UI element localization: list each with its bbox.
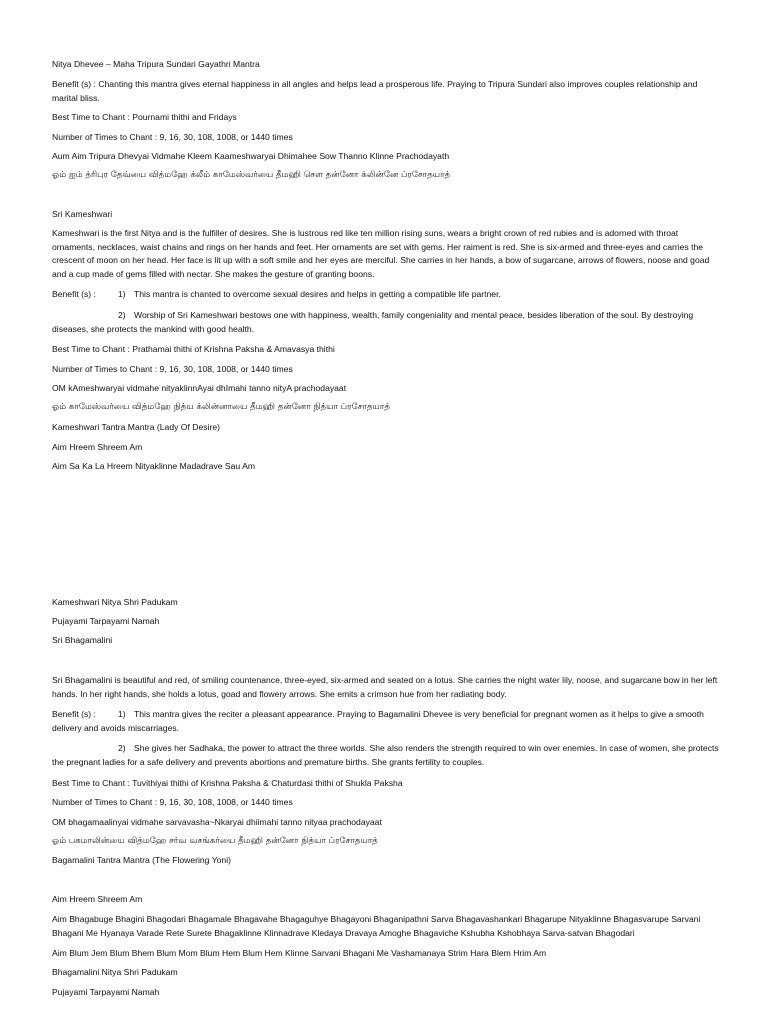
chant-count-line: Number of Times to Chant : 9, 16, 30, 108, 1008, or 1440 times: [52, 364, 293, 374]
benefit-item: [52, 742, 720, 769]
tamil-mantra-line: ஓம் ஐம் த்ரிபுர தேவ்யை வித்மஹே க்லீம் காமேஸ்வர்யை தீமஹி சௌ தன்னோ க்லின்னே ப்ரசோதயாத்: [52, 170, 451, 180]
tantra-mantra-line: Aim Sa Ka La Hreem Nityaklinne Madadrave Sau Am: [52, 461, 256, 471]
benefit-text: This mantra is chanted to overcome sexual desires and helps in getting a compatible life partner.: [134, 289, 501, 299]
list-number: 1): [118, 709, 126, 719]
pujayami-line: Pujayami Tarpayami Namah: [52, 987, 160, 997]
benefit-paragraph: Benefit (s) : Chanting this mantra gives eternal happiness in all angles and helps lead a prosperous life. Praying to Tripura Sundari also improves couples relationship and marital bliss.: [52, 79, 698, 103]
list-number: 2): [118, 310, 126, 320]
best-time-line: Best Time to Chant : Tuvithiyai thithi of Krishna Paksha & Chaturdasi thithi of Shukla Paksha: [52, 778, 403, 788]
tamil-mantra-line: ஓம் பகமாலின்யை வித்மஹே சர்வ வசங்கர்யை தீமஹி தன்னோ நித்யா ப்ரசோதயாத்: [52, 836, 378, 846]
pujayami-line: Pujayami Tarpayami Namah: [52, 616, 160, 626]
section-title: Nitya Dhevee – Maha Tripura Sundari Gayathri Mantra: [52, 59, 260, 69]
list-number: 2): [118, 743, 126, 753]
tantra-mantra-line: Aim Blum Jem Blum Bhem Blum Mom Blum Hem Blum Hem Klinne Sarvani Bhagani Me Vashamanaya Strim Hara Blem Hrim Am: [52, 948, 547, 958]
tantra-mantra-paragraph: Aim Bhagabuge Bhagini Bhagodari Bhagamale Bhagavahe Bhagaguhye Bhagayoni Bhaganipathni Sarva Bhagavashankari Bhagarupe Nityaklinne Bhagasvarupe Sarvani Bhagani Me Hyanaya Varade Rete Surete Bhagaklinne Klinnadrave Kledaya Dravaya Amoghe Bhagaviche Kshubha Kshobhaya Sarva-satvan Bhagodari: [52, 914, 701, 938]
benefit-label: Benefit (s) :: [52, 289, 96, 299]
tantra-mantra-line: Aim Hreem Shreem Am: [52, 442, 143, 452]
section-title: Sri Kameshwari: [52, 209, 113, 219]
tantra-mantra-line: Aim Hreem Shreem Am: [52, 894, 143, 904]
best-time-line: Best Time to Chant : Prathamai thithi of Krishna Paksha & Amavasya thithi: [52, 344, 335, 354]
description-paragraph: Kameshwari is the first Nitya and is the fulfiller of desires. She is lustrous red like ten million rising suns, wears a bright crown of red rubies and is adorned with throat ornaments, necklaces, waist chains and rings on her hands and feet. Her ornaments are set with gems. Her raiment is red. She is six-armed and three-eyes and carries the crescent of moon on her head. Her face is lit up with a soft smile and her eyes are merciful. She carries in her hands, a bow of sugarcane, arrows of flowers, noose and goad and a cup made of gems filled with nectar. She makes the gesture of granting boons.: [52, 228, 710, 279]
benefit-item: [52, 309, 720, 336]
benefit-item: [52, 288, 720, 302]
mantra-line: OM kAmeshwaryai vidmahe nityaklinnAyai dhImahi tanno nityA prachodayaat: [52, 383, 347, 393]
tantra-title: Kameshwari Tantra Mantra (Lady Of Desire): [52, 422, 220, 432]
benefit-label: Benefit (s) :: [52, 709, 96, 719]
list-number: 1): [118, 289, 126, 299]
chant-count-line: Number of Times to Chant : 9, 16, 30, 108, 1008, or 1440 times: [52, 132, 293, 142]
padukam-line: Kameshwari Nitya Shri Padukam: [52, 597, 178, 607]
mantra-line: Aum Aim Tripura Dhevyai Vidmahe Kleem Kaameshwaryai Dhimahee Sow Thanno Klinne Prachodayath: [52, 151, 450, 161]
mantra-line: OM bhagamaalinyai vidmahe sarvavasha~Nkaryai dhiimahi tanno nityaa prachodayaat: [52, 817, 382, 827]
tantra-title: Bagamalini Tantra Mantra (The Flowering Yoni): [52, 855, 231, 865]
description-paragraph: Sri Bhagamalini is beautiful and red, of smiling countenance, three-eyed, six-armed and seated on a lotus. She carries the night water lily, noose, and sugarcane bow in her left hands. In her right hands, she holds a lotus, goad and flowery arrows. She emits a crimson hue from her radiating body.: [52, 675, 718, 699]
best-time-line: Best Time to Chant : Pournami thithi and Fridays: [52, 112, 237, 122]
benefit-item: [52, 708, 720, 735]
chant-count-line: Number of Times to Chant : 9, 16, 30, 108, 1008, or 1440 times: [52, 797, 293, 807]
benefit-text: Worship of Sri Kameshwari bestows one with happiness, wealth, family congeniality and mental peace, besides liberation of the soul. By destroying diseases, she protects the mankind with good health.: [52, 310, 694, 334]
benefit-text: This mantra gives the reciter a pleasant appearance. Praying to Bagamalini Dhevee is very beneficial for pregnant women as it helps to give a smooth delivery and avoids miscarriages.: [52, 709, 704, 733]
tamil-mantra-line: ஓம் காமேஸ்வர்யை வித்மஹே நித்ய க்லின்னாயை தீமஹி தன்னோ நித்யா ப்ரசோதயாத்: [52, 402, 390, 412]
section-title: Sri Bhagamalini: [52, 635, 113, 645]
padukam-line: Bhagamalini Nitya Shri Padukam: [52, 967, 178, 977]
benefit-text: She gives her Sadhaka, the power to attract the three worlds. She also renders the strength required to win over enemies. In case of women, she protects the pregnant ladies for a safe delivery and prevents abortions and premature births. She grants fertility to couples.: [52, 743, 719, 767]
